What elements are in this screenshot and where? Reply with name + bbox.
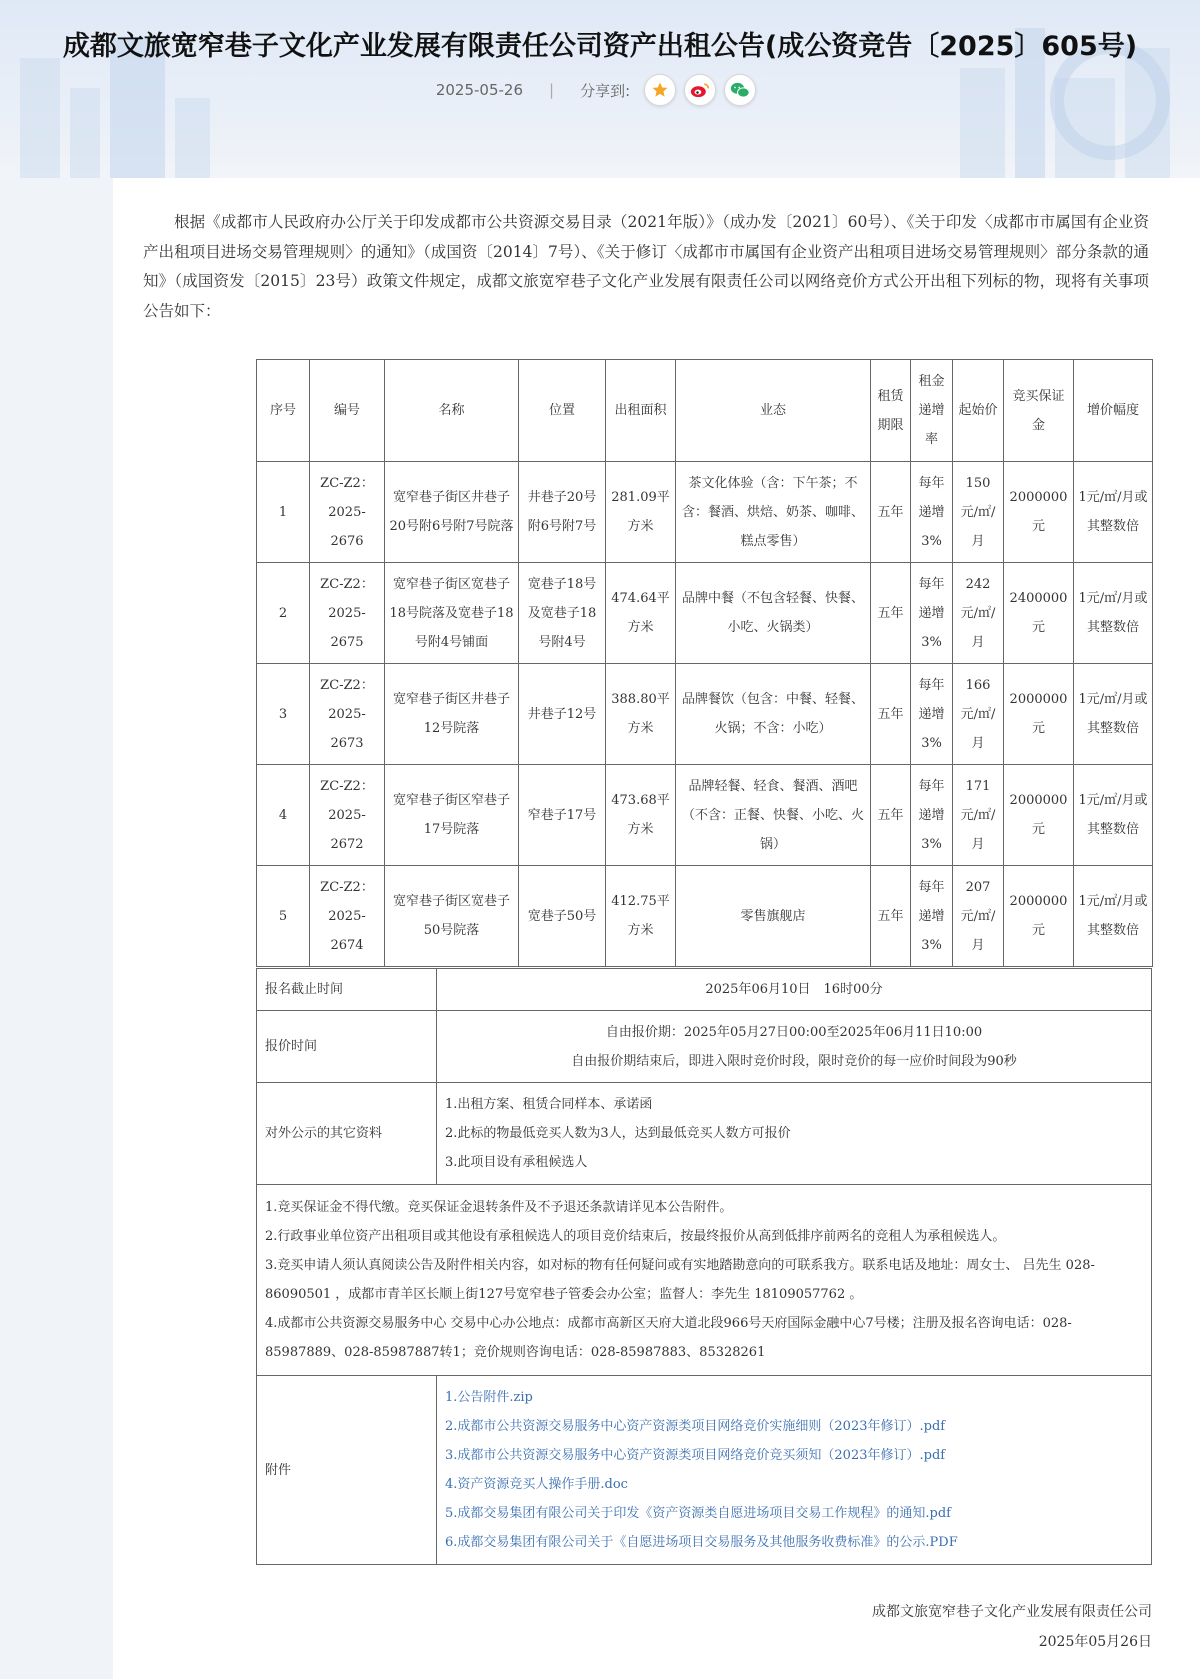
cell-business: 品牌餐饮（包含：中餐、轻餐、火锅；不含：小吃） <box>676 664 871 765</box>
cell-term: 五年 <box>871 664 911 765</box>
banner-building <box>175 98 210 178</box>
attachment-link[interactable]: 2.成都市公共资源交易服务中心资产资源类项目网络竞价实施细则（2023年修订）.pdf <box>445 1419 946 1434</box>
table-row <box>257 664 1153 765</box>
cell-term: 五年 <box>871 765 911 866</box>
cell-deposit: 2000000元 <box>1004 462 1074 563</box>
note-item: 1.竞买保证金不得代缴。竞买保证金退转条件及不予退还条款请详见本公告附件。 <box>265 1200 733 1215</box>
cell-term: 五年 <box>871 563 911 664</box>
cell-price: 150元/㎡/月 <box>953 462 1004 563</box>
cell-area: 473.68平方米 <box>606 765 676 866</box>
cell-location: 窄巷子17号 <box>519 765 606 866</box>
attachment-link[interactable]: 6.成都交易集团有限公司关于《自愿进场项目交易服务及其他服务收费标准》的公示.PDF <box>445 1535 958 1550</box>
cell-area: 388.80平方米 <box>606 664 676 765</box>
article-meta <box>0 72 1200 108</box>
col-header: 起始价 <box>953 360 1004 462</box>
list-item: 3.此项目设有承租候选人 <box>445 1155 588 1170</box>
quote-time-line: 自由报价期：2025年05月27日00:00至2025年06月11日10:00 <box>605 1024 983 1040</box>
cell-rate: 每年递增3% <box>911 866 953 967</box>
quote-time-row <box>257 1011 1152 1083</box>
col-header: 竞买保证金 <box>1004 360 1074 462</box>
col-header: 名称 <box>385 360 519 462</box>
cell-rate: 每年递增3% <box>911 462 953 563</box>
col-header: 出租面积 <box>606 360 676 462</box>
notes-cell <box>257 1185 1152 1376</box>
cell-code: ZC-Z2：2025-2675 <box>310 563 385 664</box>
cell-location: 井巷子20号附6号附7号 <box>519 462 606 563</box>
intro-paragraph: 根据《成都市人民政府办公厅关于印发成都市公共资源交易目录（2021年版）》（成办发〔2021〕60号）、《关于印发〈成都市市属国有企业资产出租项目进场交易管理规则〉的通知》（成国资〔2014〕7号）、《关于修订〈成都市市属国有企业资产出租项目进场交易管理规则〉部分条款的通知》（成国资发〔2015〕23号）政策文件规定，成都文旅宽窄巷子文化产业发展有限责任公司以网络竞价方式公开出租下列标的物，现将有关事项公告如下： <box>143 213 1149 320</box>
table-row <box>257 866 1153 967</box>
other-materials-label: 对外公示的其它资料 <box>257 1083 437 1185</box>
signature-date: 2025年05月26日 <box>1038 1634 1152 1650</box>
list-item: 1.出租方案、租赁合同样本、承诺函 <box>445 1097 653 1112</box>
meta-separator: | <box>549 81 555 99</box>
cell-location: 宽巷子50号 <box>519 866 606 967</box>
cell-deposit: 2000000元 <box>1004 866 1074 967</box>
cell-code: ZC-Z2：2025-2673 <box>310 664 385 765</box>
share-label: 分享到: <box>580 81 631 100</box>
cell-name: 宽窄巷子街区窄巷子17号院落 <box>385 765 519 866</box>
note-item: 2.行政事业单位资产出租项目或其他设有承租候选人的项目竞价结束后，按最终报价从高到低排序前两名的竞租人为承租候选人。 <box>265 1229 1006 1244</box>
cell-code: ZC-Z2：2025-2676 <box>310 462 385 563</box>
deadline-label: 报名截止时间 <box>257 969 437 1011</box>
attachment-link[interactable]: 4.资产资源竞买人操作手册.doc <box>445 1477 628 1492</box>
cell-business: 品牌轻餐、轻食、餐酒、酒吧（不含：正餐、快餐、小吃、火锅） <box>676 765 871 866</box>
table-row <box>257 765 1153 866</box>
cell-increment: 1元/㎡/月或其整数倍 <box>1074 866 1153 967</box>
note-item: 4.成都市公共资源交易服务中心 交易中心办公地点：成都市高新区天府大道北段966号天府国际金融中心7号楼；注册及报名咨询电话：028-85987889、028-85987887转1；竞价规则咨询电话：028-85987883、85328261 <box>265 1316 1072 1360</box>
cell-business: 零售旗舰店 <box>676 866 871 967</box>
attachment-link[interactable]: 1.公告附件.zip <box>445 1390 533 1405</box>
col-header: 位置 <box>519 360 606 462</box>
quote-time-line: 自由报价期结束后，即进入限时竞价时段，限时竞价的每一应价时间段为90秒 <box>571 1053 1017 1069</box>
deadline-value: 2025年06月10日 16时00分 <box>437 969 1152 1011</box>
share-wechat-button[interactable] <box>724 74 756 106</box>
col-header: 租赁期限 <box>871 360 911 462</box>
notes-row <box>257 1185 1152 1376</box>
cell-price: 242元/㎡/月 <box>953 563 1004 664</box>
cell-name: 宽窄巷子街区井巷子20号附6号附7号院落 <box>385 462 519 563</box>
cell-increment: 1元/㎡/月或其整数倍 <box>1074 664 1153 765</box>
cell-price: 207元/㎡/月 <box>953 866 1004 967</box>
other-materials-row <box>257 1083 1152 1185</box>
attachments-label: 附件 <box>257 1376 437 1565</box>
col-header: 业态 <box>676 360 871 462</box>
col-header: 编号 <box>310 360 385 462</box>
weibo-icon <box>690 81 710 99</box>
notice-info-table <box>256 968 1152 1565</box>
attachment-link[interactable]: 5.成都交易集团有限公司关于印发《资产资源类自愿进场项目交易工作规程》的通知.pdf <box>445 1506 951 1521</box>
list-item: 2.此标的物最低竞买人数为3人，达到最低竞买人数方可报价 <box>445 1126 791 1141</box>
cell-location: 宽巷子18号及宽巷子18号附4号 <box>519 563 606 664</box>
cell-price: 171元/㎡/月 <box>953 765 1004 866</box>
publish-date: 2025-05-26 <box>435 81 524 99</box>
page-title: 成都文旅宽窄巷子文化产业发展有限责任公司资产出租公告(成公资竞告〔2025〕605号) <box>62 31 1138 62</box>
col-header: 序号 <box>257 360 310 462</box>
cell-rate: 每年递增3% <box>911 664 953 765</box>
other-materials-list <box>437 1083 1152 1185</box>
share-qzone-button[interactable] <box>644 74 676 106</box>
cell-name: 宽窄巷子街区宽巷子50号院落 <box>385 866 519 967</box>
quote-time-value <box>437 1011 1152 1083</box>
cell-no: 5 <box>257 866 310 967</box>
cell-area: 281.09平方米 <box>606 462 676 563</box>
cell-name: 宽窄巷子街区井巷子12号院落 <box>385 664 519 765</box>
cell-deposit: 2000000元 <box>1004 765 1074 866</box>
cell-area: 474.64平方米 <box>606 563 676 664</box>
cell-no: 4 <box>257 765 310 866</box>
share-weibo-button[interactable] <box>684 74 716 106</box>
cell-term: 五年 <box>871 866 911 967</box>
cell-increment: 1元/㎡/月或其整数倍 <box>1074 462 1153 563</box>
qzone-star-icon <box>651 81 669 99</box>
cell-term: 五年 <box>871 462 911 563</box>
cell-code: ZC-Z2：2025-2674 <box>310 866 385 967</box>
cell-location: 井巷子12号 <box>519 664 606 765</box>
cell-no: 3 <box>257 664 310 765</box>
signature-company: 成都文旅宽窄巷子文化产业发展有限责任公司 <box>872 1604 1152 1620</box>
table-row <box>257 462 1153 563</box>
wechat-icon <box>730 81 750 99</box>
cell-business: 品牌中餐（不包含轻餐、快餐、小吃、火锅类） <box>676 563 871 664</box>
cell-increment: 1元/㎡/月或其整数倍 <box>1074 765 1153 866</box>
attachments-list <box>437 1376 1152 1565</box>
cell-deposit: 2000000元 <box>1004 664 1074 765</box>
cell-increment: 1元/㎡/月或其整数倍 <box>1074 563 1153 664</box>
attachments-row <box>257 1376 1152 1565</box>
col-header: 增价幅度 <box>1074 360 1153 462</box>
cell-no: 1 <box>257 462 310 563</box>
attachment-link[interactable]: 3.成都市公共资源交易服务中心资产资源类项目网络竞价竞买须知（2023年修订）.pdf <box>445 1448 946 1463</box>
table-header-row <box>257 360 1153 462</box>
cell-code: ZC-Z2：2025-2672 <box>310 765 385 866</box>
table-row <box>257 563 1153 664</box>
cell-no: 2 <box>257 563 310 664</box>
col-header: 租金递增率 <box>911 360 953 462</box>
cell-rate: 每年递增3% <box>911 765 953 866</box>
quote-time-label: 报价时间 <box>257 1011 437 1083</box>
cell-area: 412.75平方米 <box>606 866 676 967</box>
cell-business: 茶文化体验（含：下午茶；不含：餐酒、烘焙、奶茶、咖啡、糕点零售） <box>676 462 871 563</box>
cell-name: 宽窄巷子街区宽巷子18号院落及宽巷子18号附4号铺面 <box>385 563 519 664</box>
cell-rate: 每年递增3% <box>911 563 953 664</box>
signature-block <box>872 1597 1152 1657</box>
lease-items-table <box>256 359 1153 967</box>
cell-deposit: 2400000元 <box>1004 563 1074 664</box>
note-item: 3.竞买申请人须认真阅读公告及附件相关内容，如对标的物有任何疑问或有实地踏勘意向的可联系我方。联系电话及地址：周女士、 吕先生 028-86090501 ，成都市青羊区长顺上街127号宽窄巷子管委会办公室；监督人：李先生 18109057762 。 <box>265 1258 1095 1302</box>
deadline-row <box>257 969 1152 1011</box>
cell-price: 166元/㎡/月 <box>953 664 1004 765</box>
